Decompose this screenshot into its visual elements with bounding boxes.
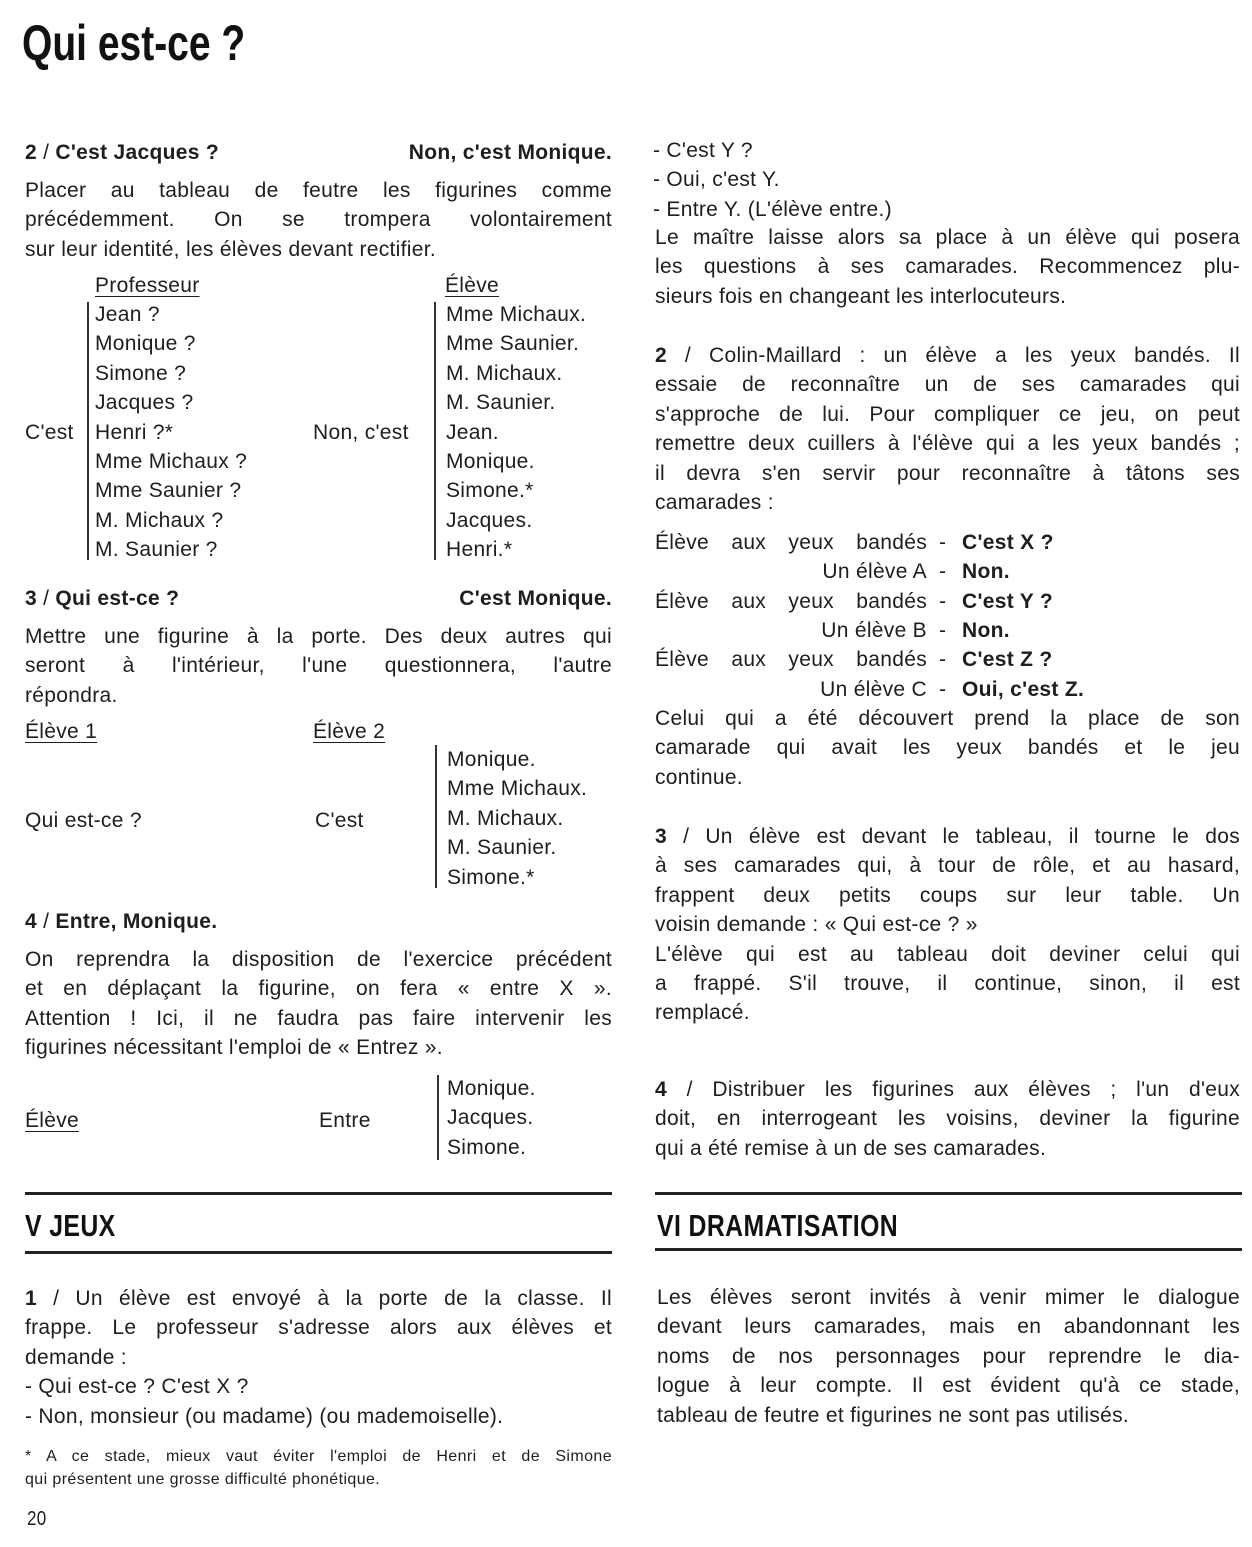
lead-text: Entre — [319, 1109, 371, 1132]
text-line: essaie de reconnaître un de ses camarades qui — [655, 373, 1240, 397]
list-item: Monique ? — [95, 332, 196, 356]
dialogue-row — [655, 645, 1245, 674]
section-2-paragraph — [25, 176, 612, 264]
text-line: répondra. — [25, 683, 118, 707]
dash: - — [939, 618, 947, 642]
dialogue-row — [655, 616, 1245, 645]
text-line: frappe. Le professeur s'adresse alors aux élèves et — [25, 1316, 612, 1340]
section-heading-dramatisation: VI DRAMATISATION — [657, 1208, 899, 1243]
section-4-paragraph — [25, 945, 612, 1063]
section-4-heading — [25, 907, 217, 936]
text-line: Celui qui a été découvert prend la place de son — [655, 707, 1240, 730]
bracket-line — [437, 1075, 439, 1160]
list-item: - C'est Y ? — [653, 139, 753, 162]
list-item: Mme Michaux ? — [95, 450, 248, 474]
column-header-eleve: Élève — [445, 274, 500, 297]
eleve-1-label: Élève 1 — [25, 720, 98, 743]
list-item: - Oui, c'est Y. — [653, 168, 780, 192]
professeur-list — [95, 300, 247, 565]
separator: / — [43, 910, 50, 933]
text-line: doit, en interrogeant les voisins, deviner la figurine — [655, 1107, 1240, 1131]
list-item: Mme Saunier ? — [95, 479, 242, 503]
question: Entre, Monique. — [55, 910, 218, 933]
list-item: M. Michaux ? — [95, 508, 224, 532]
question: C'est Jacques ? — [55, 141, 219, 164]
separator: / — [43, 587, 50, 610]
speaker: Élève aux yeux bandés — [655, 589, 927, 613]
item-number: 4 — [655, 1078, 667, 1101]
text-line: Attention ! Ici, il ne faudra pas faire intervenir les — [25, 1006, 612, 1030]
text-line: voisin demande : « Qui est-ce ? » — [655, 913, 978, 937]
bracket-line — [434, 302, 436, 560]
footnote-line: qui présentent une grosse difficulté phonétique. — [25, 1471, 381, 1488]
eleve-label: Élève — [25, 1109, 80, 1132]
separator: / — [684, 344, 692, 367]
list-item: Monique. — [446, 450, 535, 474]
intro-dialogue — [653, 136, 892, 224]
line: Distribuer les figurines aux élèves ; l'un d'eux — [712, 1078, 1241, 1101]
dialogue-line: C'est Z ? — [962, 648, 1053, 672]
list-item: Simone ? — [95, 361, 187, 385]
answer: C'est Monique. — [459, 587, 612, 610]
section-rule — [655, 1248, 1242, 1251]
text-line: devant leurs camarades, mais en abandonnant les — [657, 1315, 1240, 1339]
lead-text: C'est — [25, 421, 74, 444]
column-header-professeur: Professeur — [95, 274, 200, 297]
footnote — [25, 1445, 612, 1491]
question-text: Qui est-ce ? — [25, 809, 142, 832]
list-item: Monique. — [447, 748, 536, 771]
text-line: précédemment. On se trompera volontairement — [25, 208, 612, 232]
text-line: à ses camarades qui, à tour de rôle, et au hasard, — [655, 854, 1240, 878]
dialogue-line: C'est X ? — [962, 531, 1054, 554]
text-line: tableau de feutre et figurines ne sont pas utilisés. — [657, 1403, 1130, 1427]
text-line: frappent deux petits coups sur leur table. Un — [655, 883, 1240, 907]
text-line: seront à l'intérieur, l'une questionnera, l'autre — [25, 654, 612, 678]
text-line: sieurs fois en changeant les interlocuteurs. — [655, 284, 1067, 308]
after-dialogue-paragraph — [655, 704, 1240, 792]
line: Un élève est envoyé à la porte de la classe. Il — [75, 1287, 613, 1310]
list-item: M. Saunier. — [446, 391, 556, 415]
jeux-4-paragraph — [655, 1075, 1240, 1163]
section-heading-jeux: V JEUX — [25, 1208, 116, 1243]
list-item: M. Michaux. — [447, 806, 564, 830]
list-item: Simone. — [447, 1135, 527, 1159]
speaker: Un élève C — [820, 677, 927, 701]
jeux-1-paragraph — [25, 1284, 612, 1431]
item-number: 1 — [25, 1287, 37, 1310]
section-3-paragraph — [25, 622, 612, 710]
list-item: M. Saunier ? — [95, 538, 218, 562]
intro-paragraph — [655, 223, 1240, 311]
list-item: Jacques. — [447, 1106, 534, 1130]
text-line: figurines nécessitant l'emploi de « Entrez ». — [25, 1036, 443, 1060]
text-line: sur leur identité, les élèves devant rectifier. — [25, 237, 436, 261]
list-item: Henri.* — [446, 538, 513, 562]
bracket-line — [87, 302, 89, 560]
list-item: Jean ? — [95, 303, 160, 326]
item-number: 3 — [655, 825, 667, 848]
section-2-heading — [25, 138, 612, 167]
dialogue-row — [655, 557, 1245, 586]
text-line: On reprendra la disposition de l'exercice précédent — [25, 948, 612, 971]
section-rule — [25, 1251, 612, 1254]
dash: - — [939, 677, 947, 701]
separator: / — [686, 1078, 693, 1101]
line: Colin-Maillard : un élève a les yeux bandés. Il — [709, 344, 1241, 367]
dialogue-line: C'est Y ? — [962, 589, 1053, 613]
bracket-line — [435, 745, 437, 888]
text-line: remplacé. — [655, 1001, 750, 1025]
jeux-2-paragraph — [655, 341, 1240, 517]
dialogue-line: Oui, c'est Z. — [962, 677, 1085, 701]
dialogue-row — [655, 528, 1245, 557]
answer-list — [447, 1074, 536, 1162]
eleve-2-label: Élève 2 — [313, 720, 386, 743]
section-number: 4 — [25, 910, 37, 933]
list-item: Jacques ? — [95, 391, 194, 415]
eleve-list — [446, 300, 586, 565]
dash: - — [939, 648, 947, 672]
answer: Non, c'est Monique. — [408, 141, 612, 164]
answer-list — [447, 745, 587, 892]
list-item: Mme Michaux. — [446, 303, 587, 326]
list-item: M. Michaux. — [446, 361, 563, 385]
text-line: camarade qui avait les yeux bandés et le jeu — [655, 736, 1240, 760]
dialogue-line: Non. — [962, 618, 1010, 642]
text-line: Mettre une figurine à la porte. Des deux autres qui — [25, 625, 612, 648]
text-line: remettre deux cuillers à l'élève qui a les yeux bandés ; — [655, 432, 1240, 456]
section-3-heading — [25, 584, 612, 613]
list-item: - Entre Y. (L'élève entre.) — [653, 197, 892, 221]
text-line: demande : — [25, 1345, 127, 1369]
speaker: Élève aux yeux bandés — [655, 648, 927, 672]
text-line: s'approche de lui. Pour compliquer ce jeu, on peut — [655, 402, 1240, 426]
section-number: 2 — [25, 141, 37, 164]
text-line: Les élèves seront invités à venir mimer le dialogue — [657, 1286, 1240, 1309]
dash: - — [939, 589, 947, 613]
mid-text: Non, c'est — [313, 421, 409, 444]
section-rule — [655, 1192, 1242, 1195]
separator: / — [53, 1287, 60, 1310]
dialogue-line: Non. — [962, 560, 1010, 584]
list-item: M. Saunier. — [447, 836, 557, 860]
list-item: Mme Saunier. — [446, 332, 580, 356]
footnote-line: * A ce stade, mieux vaut éviter l'emploi de Henri et de Simone — [25, 1448, 612, 1465]
text-line: noms de nos personnages pour reprendre le dia- — [657, 1344, 1240, 1368]
text-line: logue à leur compte. Il est évident qu'à ce stade, — [657, 1374, 1240, 1398]
list-item: Jean. — [446, 420, 499, 444]
separator: / — [43, 141, 50, 164]
dialogue-row — [655, 675, 1245, 704]
separator: / — [683, 825, 690, 848]
item-number: 2 — [655, 344, 667, 367]
text-line: continue. — [655, 765, 743, 789]
list-item: Monique. — [447, 1077, 536, 1100]
text-line: Placer au tableau de feutre les figurines comme — [25, 179, 612, 202]
text-line: L'élève qui est au tableau doit deviner celui qui — [655, 942, 1240, 966]
page-title: Qui est-ce ? — [22, 15, 246, 71]
page-number: 20 — [27, 1508, 47, 1530]
text-line: a frappé. S'il trouve, il continue, sinon, il est — [655, 972, 1240, 996]
section-rule — [25, 1192, 612, 1195]
question: Qui est-ce ? — [55, 587, 180, 610]
list-item: Henri ?* — [95, 420, 174, 444]
list-item: Mme Michaux. — [447, 777, 588, 801]
lead-text: C'est — [315, 809, 364, 832]
dash: - — [939, 560, 947, 584]
dramatisation-paragraph — [657, 1283, 1240, 1430]
list-item: Jacques. — [446, 508, 533, 532]
jeux-3-paragraph — [655, 822, 1240, 1028]
dialogue-row — [655, 587, 1245, 616]
text-line: camarades : — [655, 491, 774, 515]
speaker: Un élève A — [822, 560, 927, 584]
section-number: 3 — [25, 587, 37, 610]
text-line: et en déplaçant la figurine, on fera « entre X ». — [25, 977, 612, 1001]
dash: - — [939, 531, 947, 554]
text-line: les questions à ses camarades. Recommencez plu- — [655, 255, 1240, 279]
speaker: Élève aux yeux bandés — [655, 531, 927, 554]
line: Un élève est devant le tableau, il tourne le dos — [705, 825, 1241, 848]
text-line: Le maître laisse alors sa place à un élève qui posera — [655, 226, 1240, 249]
text-line: il devra s'en servir pour reconnaître à tâtons ses — [655, 461, 1240, 485]
text-line: - Non, monsieur (ou madame) (ou mademoiselle). — [25, 1404, 504, 1428]
speaker: Un élève B — [821, 618, 927, 642]
text-line: qui a été remise à un de ses camarades. — [655, 1136, 1047, 1160]
list-item: Simone.* — [447, 865, 535, 889]
list-item: Simone.* — [446, 479, 534, 503]
text-line: - Qui est-ce ? C'est X ? — [25, 1375, 249, 1399]
